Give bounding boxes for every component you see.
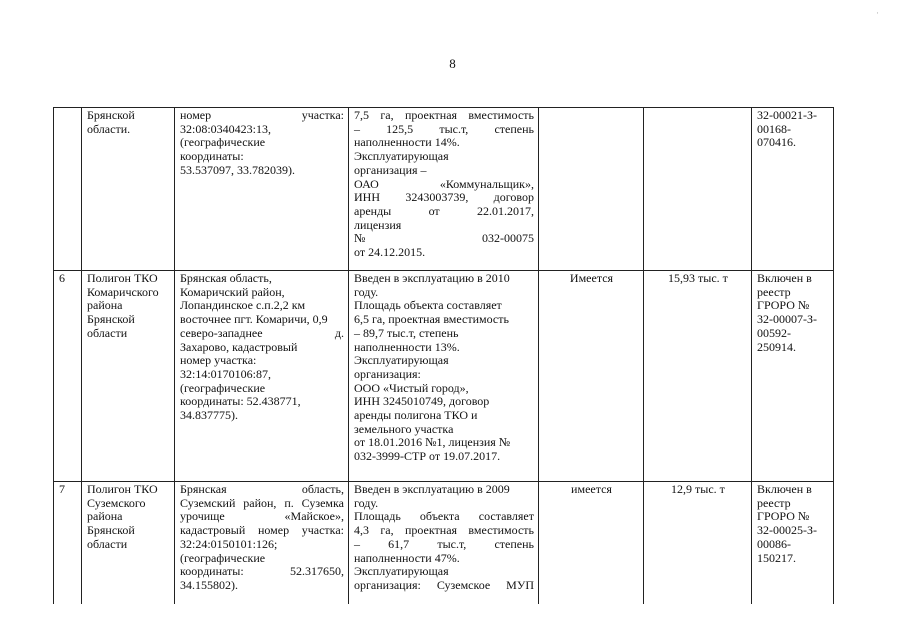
cell-line: Брянской [87, 523, 135, 538]
cell-line: году. [354, 495, 379, 510]
cell-line: Эксплуатирующая [354, 149, 449, 164]
landfill-location [175, 271, 349, 482]
cell-line: северо-западнее д. [180, 325, 344, 340]
annual-volume [644, 108, 752, 271]
cell-line: ГРОРО № [757, 509, 810, 524]
cell-line: ОАО «Коммунальщик», [354, 176, 534, 191]
cell-line: Брянской [87, 108, 135, 122]
cell-line: 32-00025-З- [757, 523, 817, 538]
cell-line: 032-3999-СТР от 19.07.2017. [354, 449, 501, 464]
cell-line: 32:08:0340423:13, [180, 121, 272, 136]
cell-line: Полигон ТКО [87, 482, 158, 496]
cell-line: ИНН 3245010749, договор [354, 394, 490, 409]
row-number: 7 [54, 482, 82, 605]
cell-line: от 24.12.2015. [354, 245, 426, 260]
cell-line: области [87, 325, 128, 340]
table-row [54, 482, 834, 605]
cell-line: Площадь объекта составляет [354, 509, 534, 524]
row-number: 6 [54, 271, 82, 482]
cell-line: кадастровый номер участка: [180, 523, 344, 538]
landfill-name [82, 108, 175, 271]
cell-line: 7,5 га, проектная вместимость [354, 108, 534, 122]
cell-line: реестр [757, 495, 791, 510]
cell-line: области. [87, 121, 131, 136]
cell-line: Брянская область, [180, 482, 344, 496]
cell-line: 070416. [757, 135, 796, 150]
cell-line: земельного участка [354, 421, 454, 436]
cell-line: Площадь объекта составляет [354, 298, 502, 313]
cell-line: ИНН 3243003739, договор [354, 190, 534, 205]
cell-line: 34.155802). [180, 577, 238, 592]
cell-line: координаты: 52.438771, [180, 394, 301, 409]
annual-volume: 15,93 тыс. т [644, 271, 752, 482]
cell-line: координаты: 52.317650, [180, 564, 344, 579]
landfill-location [175, 482, 349, 605]
cell-line: Эксплуатирующая [354, 353, 449, 368]
cell-line: восточнее пгт. Комаричи, 0,9 [180, 312, 328, 327]
cell-line: 32-00021-З- [757, 108, 817, 122]
cell-line: Включен в [757, 482, 812, 496]
cell-line: района [87, 509, 123, 524]
cell-line: района [87, 298, 123, 313]
landfill-name [82, 271, 175, 482]
cell-line: 53.537097, 33.782039). [180, 162, 295, 177]
landfill-description [349, 108, 539, 271]
cell-line: 32-00007-З- [757, 312, 817, 327]
cell-line: 6,5 га, проектная вместимость [354, 312, 509, 327]
cell-line: (географические [180, 380, 266, 395]
cell-line: организация: Суземское МУП [354, 577, 534, 592]
cell-line: Комаричского [87, 284, 159, 299]
landfill-description [349, 482, 539, 605]
cell-line: Брянская область, [180, 271, 272, 285]
cell-line: 32:24:0150101:126; [180, 536, 278, 551]
cell-line: 4,3 га, проектная вместимость [354, 523, 534, 538]
cell-line: Эксплуатирующая [354, 564, 449, 579]
cell-line: 150217. [757, 550, 796, 565]
registry-entry [752, 271, 834, 482]
table-body [54, 108, 834, 605]
cell-line: наполненности 14%. [354, 135, 460, 150]
cell-line: Включен в [757, 271, 812, 285]
row-number [54, 108, 82, 271]
cell-line: реестр [757, 284, 791, 299]
cell-line: 00086- [757, 536, 791, 551]
cell-line: от 18.01.2016 №1, лицензия № [354, 435, 511, 450]
cell-line: наполненности 47%. [354, 550, 460, 565]
cell-line: организация: [354, 366, 421, 381]
cell-line: Полигон ТКО [87, 271, 158, 285]
cell-line: Введен в эксплуатацию в 2009 [354, 482, 510, 496]
registry-entry [752, 482, 834, 605]
availability-status [539, 108, 644, 271]
cell-line: координаты: [180, 149, 244, 164]
page-number: 8 [449, 56, 456, 71]
availability-status: Имеется [539, 271, 644, 482]
cell-line: году. [354, 284, 379, 299]
cell-line: наполненности 13%. [354, 339, 460, 354]
cell-line: Комаричский район, [180, 284, 285, 299]
cell-line: Введен в эксплуатацию в 2010 [354, 271, 510, 285]
cell-line: (географические [180, 135, 266, 150]
cell-line: ООО «Чистый город», [354, 380, 469, 395]
cell-line: – 61,7 тыс.т, степень [354, 536, 534, 551]
cell-line: ГРОРО № [757, 298, 810, 313]
cell-line: номер участка: [180, 108, 344, 122]
cell-line: Суземского [87, 495, 146, 510]
cell-line: урочище «Майское», [180, 509, 344, 524]
cell-line: Лопандинское с.п.2,2 км [180, 298, 306, 313]
landfill-registry-table [53, 107, 834, 604]
cell-line: 32:14:0170106:87, [180, 366, 272, 381]
landfill-name [82, 482, 175, 605]
cell-line: лицензия [354, 217, 402, 232]
cell-line: 250914. [757, 339, 796, 354]
cell-line: Суземский район, п. Суземка [180, 495, 344, 510]
cell-line: области [87, 536, 128, 551]
cell-line: аренды от 22.01.2017, [354, 203, 534, 218]
cell-line: аренды полигона ТКО и [354, 408, 478, 423]
cell-line: организация – [354, 162, 427, 177]
cell-line: Захарово, кадастровый [180, 339, 298, 354]
corner-mark: · [876, 8, 879, 18]
cell-line: – 89,7 тыс.т, степень [354, 325, 459, 340]
table-row [54, 108, 834, 271]
landfill-location [175, 108, 349, 271]
cell-line: Брянской [87, 312, 135, 327]
cell-line: (географические [180, 550, 266, 565]
cell-line: номер участка: [180, 353, 257, 368]
cell-line: – 125,5 тыс.т, степень [354, 121, 534, 136]
table-row [54, 271, 834, 482]
cell-line: 00592- [757, 325, 791, 340]
cell-line: 00168- [757, 121, 791, 136]
availability-status: имеется [539, 482, 644, 605]
registry-entry [752, 108, 834, 271]
cell-line: № 032-00075 [354, 231, 534, 246]
landfill-description [349, 271, 539, 482]
cell-line: 34.837775). [180, 408, 238, 423]
annual-volume: 12,9 тыс. т [644, 482, 752, 605]
